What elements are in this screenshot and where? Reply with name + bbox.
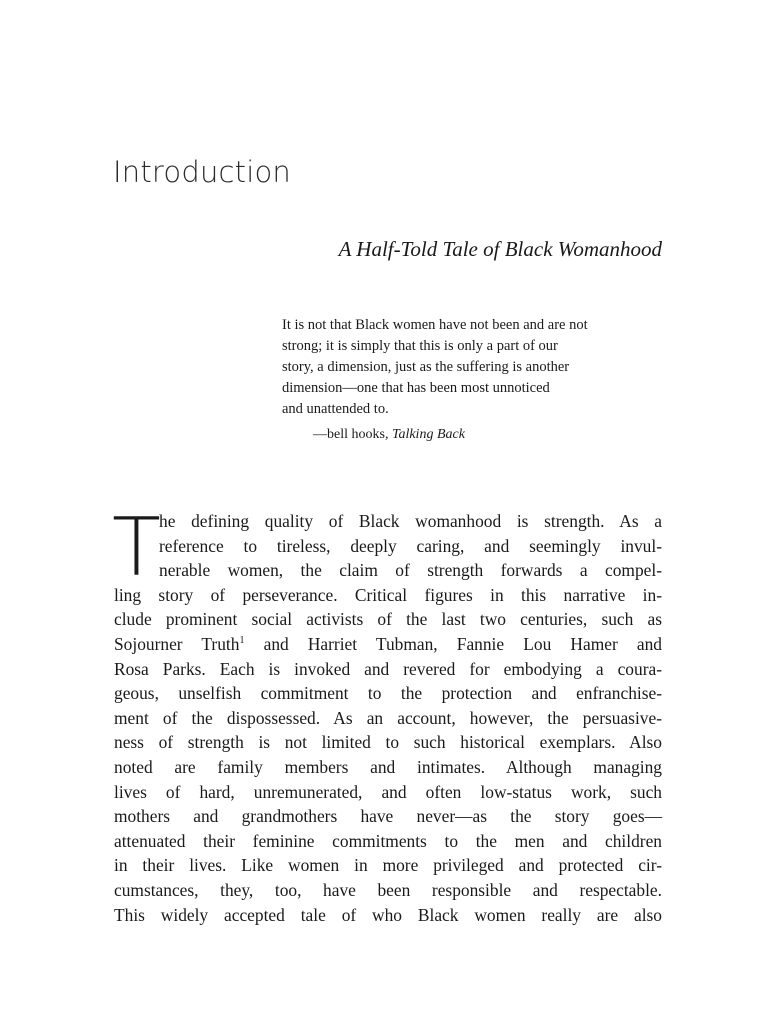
body-line: This widely accepted tale of who Black women really are also <box>114 904 662 925</box>
epigraph <box>282 315 672 445</box>
body-line-fragment: and Harriet Tubman, Fannie Lou Hamer and <box>244 633 662 654</box>
chapter-title: Introduction <box>113 155 292 189</box>
attribution-author: —bell hooks, <box>313 427 392 442</box>
body-line: he defining quality of Black womanhood is strength. As a <box>159 511 662 531</box>
body-line: reference to tireless, deeply caring, and seemingly invul- <box>159 535 662 556</box>
body-line: noted are family members and intimates. Although managing <box>114 756 662 777</box>
body-line: ness of strength is not limited to such historical exemplars. Also <box>114 732 662 753</box>
epigraph-line: strong; it is simply that this is only a part of our <box>282 338 558 354</box>
epigraph-line: It is not that Black women have not been and are not <box>282 317 588 333</box>
body-line: nerable women, the claim of strength forwards a compel- <box>159 560 662 581</box>
chapter-subtitle: A Half-Told Tale of Black Womanhood <box>338 237 662 261</box>
epigraph-line: dimension—one that has been most unnoticed <box>282 380 550 396</box>
body-text <box>112 501 662 927</box>
epigraph-attribution <box>282 424 672 445</box>
body-line: clude prominent social activists of the last two centuries, such as <box>114 609 662 630</box>
epigraph-line: story, a dimension, just as the suffering is another <box>282 359 570 375</box>
body-line: attenuated their feminine commitments to the men and children <box>114 830 662 851</box>
body-line: Rosa Parks. Each is invoked and revered for embodying a coura- <box>114 658 662 679</box>
epigraph-line: and unattended to. <box>282 401 389 417</box>
body-line: ment of the dispossessed. As an account, however, the persuasive- <box>114 707 662 728</box>
attribution-work: Talking Back <box>391 427 465 442</box>
body-line: cumstances, they, too, have been responsible and respectable. <box>114 879 662 900</box>
body-line <box>114 632 662 657</box>
body-line: lives of hard, unremunerated, and often low-status work, such <box>114 781 662 802</box>
body-line: mothers and grandmothers have never—as the story goes— <box>114 806 662 827</box>
body-line-fragment: Sojourner Truth <box>114 633 240 654</box>
body-line: ling story of perseverance. Critical figures in this narrative in- <box>114 584 662 605</box>
body-line: geous, unselfish commitment to the protection and enfranchise- <box>114 683 662 704</box>
body-line: in their lives. Like women in more privileged and protected cir- <box>114 855 662 876</box>
drop-cap: T <box>112 501 161 594</box>
footnote-ref[interactable]: 1 <box>239 634 245 646</box>
